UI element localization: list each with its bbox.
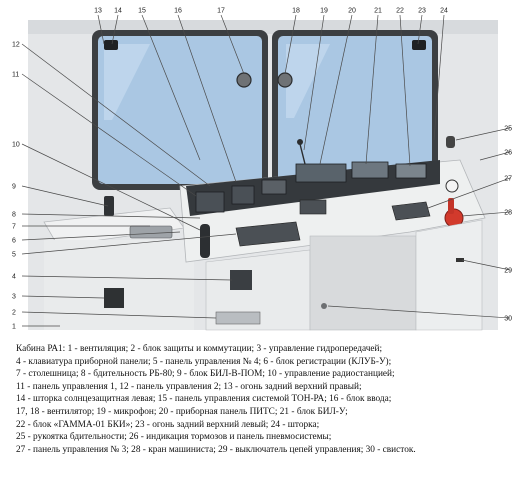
protection-unit — [216, 312, 260, 324]
callout-number-10: 10 — [12, 141, 20, 149]
callout-number-28: 28 — [504, 209, 512, 217]
callout-number-18: 18 — [292, 7, 300, 15]
callout-number-24: 24 — [440, 7, 448, 15]
gamma-display — [396, 164, 426, 178]
callout-number-15: 15 — [138, 7, 146, 15]
right-sun-visor — [412, 40, 426, 50]
callout-number-8: 8 — [12, 211, 16, 219]
callout-number-14: 14 — [114, 7, 122, 15]
microphone-icon — [297, 139, 303, 145]
callout-number-9: 9 — [12, 183, 16, 191]
callout-number-30: 30 — [504, 315, 512, 323]
callout-number-23: 23 — [418, 7, 426, 15]
radio-handset-icon — [200, 224, 210, 258]
caption-line: 27 - панель управления № 3; 28 - кран машиниста; 29 - выключатель цепей управления; 30 - свисток. — [16, 444, 416, 455]
horn-pedal-icon — [321, 303, 327, 309]
callout-number-22: 22 — [396, 7, 404, 15]
caption-line: 25 - рукоятка бдительности; 26 - индикация тормозов и панель пневмосистемы; — [16, 432, 332, 443]
figure-caption — [16, 343, 518, 456]
caption-line: 17, 18 - вентилятор; 19 - микрофон; 20 - приборная панель ПИТС; 21 - блок БИЛ-У; — [16, 406, 348, 417]
right-fan-icon — [278, 73, 292, 87]
callout-number-29: 29 — [504, 267, 512, 275]
left-sun-visor — [104, 40, 118, 50]
caption-line: 4 - клавиатура приборной панели; 5 - панель управления № 4; 6 - блок регистрации (КЛУБ-У); — [16, 356, 392, 367]
caption-line: Кабина РА1: 1 - вентиляция; 2 - блок защиты и коммутации; 3 - управление гидропередачей; — [16, 344, 383, 354]
callout-number-27: 27 — [504, 175, 512, 183]
callout-number-3: 3 — [12, 293, 16, 301]
caption-line: 14 - шторка солнцезащитная левая; 15 - панель управления системой ТОН-РА; 16 - блок ввода; — [16, 394, 392, 405]
callout-number-17: 17 — [217, 7, 225, 15]
callout-number-2: 2 — [12, 309, 16, 317]
callout-number-25: 25 — [504, 125, 512, 133]
caption-line: 11 - панель управления 1, 12 - панель управления 2; 13 - огонь задний верхний правый; — [16, 381, 362, 392]
callout-number-4: 4 — [12, 273, 16, 281]
hydro-control-hatch — [104, 288, 124, 308]
left-fan-icon — [237, 73, 251, 87]
callout-number-19: 19 — [320, 7, 328, 15]
footwell — [310, 236, 416, 330]
pneumatic-gauge-icon — [446, 180, 458, 192]
caption-line: 22 - блок «ГАММА-01 БКИ»; 23 - огонь задний верхний левый; 24 - шторка; — [16, 419, 320, 430]
callout-number-16: 16 — [174, 7, 182, 15]
left-pillar-device — [104, 196, 114, 216]
callout-number-5: 5 — [12, 251, 16, 259]
caption-line: 7 - столешница; 8 - бдительность РБ-80; 9 - блок БИЛ-В-ПОМ; 10 - управление радиостанцией; — [16, 369, 395, 380]
tonra-panel — [300, 200, 326, 214]
klub-unit — [130, 226, 172, 238]
callout-number-6: 6 — [12, 237, 16, 245]
callout-number-13: 13 — [94, 7, 102, 15]
panel-1-display — [196, 192, 224, 212]
console-front-right — [416, 220, 482, 330]
vigilance-handle-icon — [446, 136, 455, 148]
callout-number-1: 1 — [12, 323, 16, 331]
callout-number-20: 20 — [348, 7, 356, 15]
callout-number-26: 26 — [504, 149, 512, 157]
input-unit — [262, 180, 286, 194]
bil-display — [352, 162, 388, 178]
panel-2-display — [232, 186, 254, 204]
ptis-display — [296, 164, 346, 182]
callout-number-12: 12 — [12, 41, 20, 49]
callout-number-11: 11 — [12, 71, 20, 79]
callout-number-7: 7 — [12, 223, 16, 231]
callout-number-21: 21 — [374, 7, 382, 15]
instrument-keyboard — [230, 270, 252, 290]
